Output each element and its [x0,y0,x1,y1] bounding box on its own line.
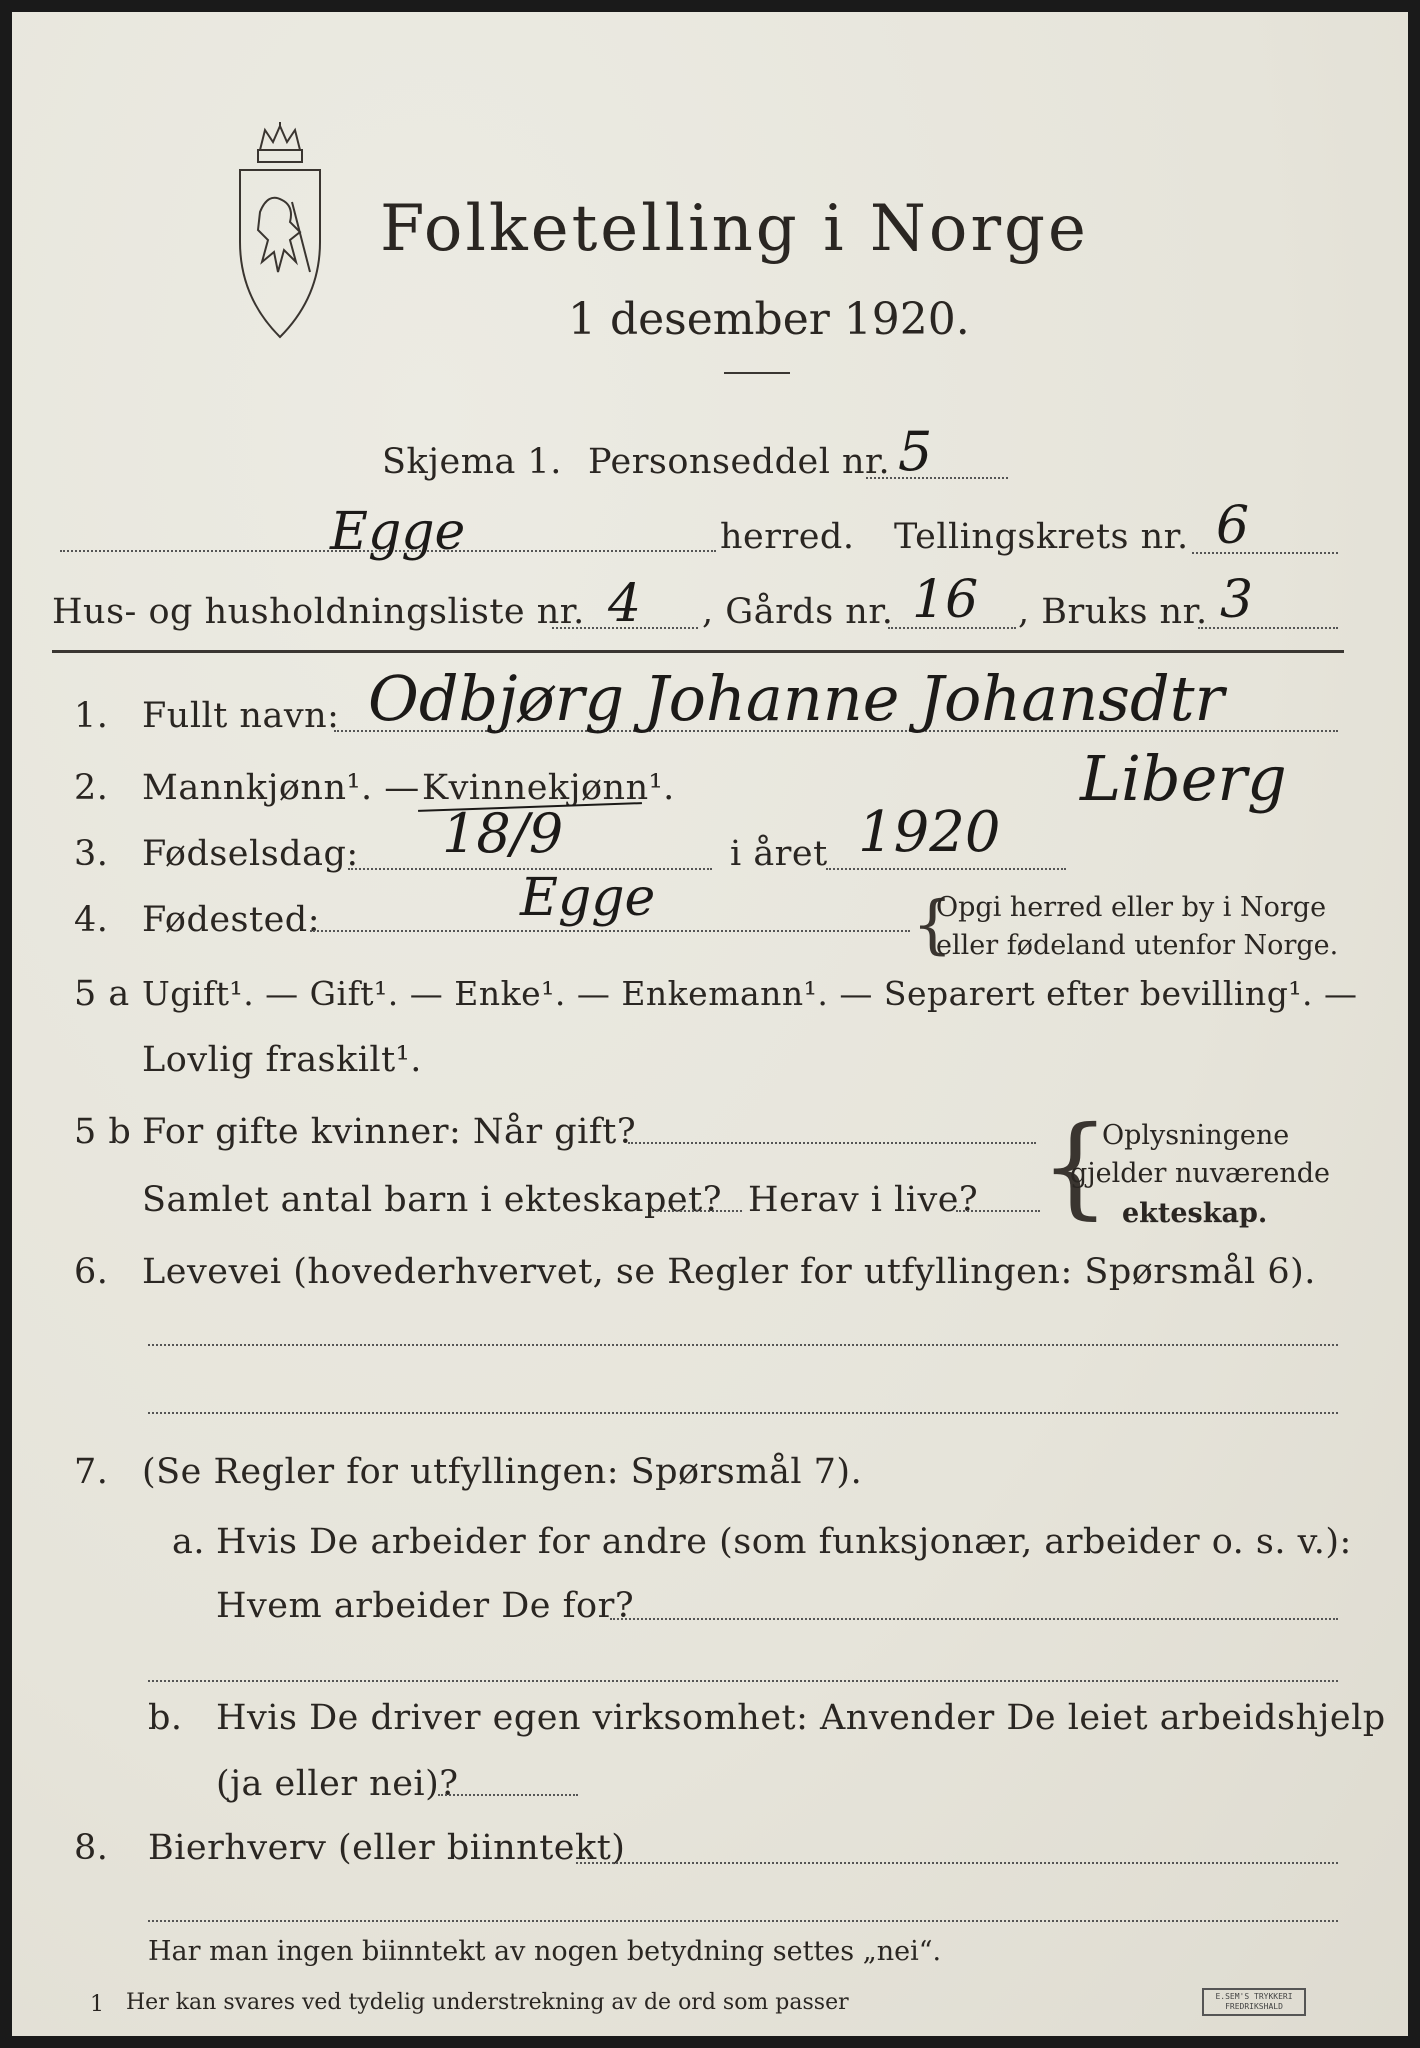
q8-line2[interactable] [148,1920,1338,1922]
q5b-alive-line [956,1210,1040,1212]
q4-note-line2: eller fødeland utenfor Norge. [936,930,1339,961]
q2-label-female[interactable]: Kvinnekjønn¹. [422,768,675,808]
q5b-note1: Oplysningene [1102,1120,1290,1151]
q6-line2[interactable] [148,1412,1338,1414]
q4-line [310,930,910,932]
q2-number: 2. [74,768,109,808]
bruks-value[interactable]: 3 [1220,570,1254,630]
footnote-text: Her kan svares ved tydelig understrekning av de ord som passer [126,1990,849,2015]
q8-label: Bierhverv (eller biinntekt) [148,1828,626,1868]
q4-label: Fødested: [142,900,320,940]
q7b-number: b. [148,1698,183,1738]
personseddel-label: Personseddel nr. [588,442,891,482]
q8-line[interactable] [576,1862,1338,1864]
gards-label: , Gårds nr. [702,592,894,632]
q1-label: Fullt navn: [142,696,340,736]
herred-label: herred. [720,517,855,557]
hus-label: Hus- og husholdningsliste nr. [52,592,585,632]
form-date: 1 desember 1920. [568,294,970,345]
q3-year-line [826,868,1066,870]
q3-number: 3. [74,834,109,874]
q6-number: 6. [74,1252,109,1292]
q5b-children-line [652,1210,742,1212]
birthdate-value[interactable]: 18/9 [442,802,564,865]
full-name-value-line2[interactable]: Liberg [1080,742,1287,815]
q8-note: Har man ingen biinntekt av nogen betydning settes „nei“. [148,1936,942,1967]
q1-number: 1. [74,696,109,736]
herred-value[interactable]: Egge [330,502,466,562]
q7a-number: a. [172,1522,205,1562]
q8-number: 8. [74,1828,109,1868]
hus-value[interactable]: 4 [608,574,642,634]
printer-stamp-line1: E.SEM'S TRYKKERI [1215,1992,1293,2001]
q7a-label: Hvis De arbeider for andre (som funksjonær, arbeider o. s. v.): [216,1522,1352,1562]
q5b-note3: ekteskap. [1122,1198,1268,1229]
footnote-number: 1 [90,1992,104,2017]
bruks-label: , Bruks nr. [1018,592,1208,632]
form-title: Folketelling i Norge [380,192,1089,266]
q5b-label: For gifte kvinner: Når gift? [142,1112,637,1152]
header-divider [52,650,1344,653]
q5b-line [628,1142,1036,1144]
personseddel-value[interactable]: 5 [898,420,933,483]
gards-value[interactable]: 16 [912,570,979,630]
printer-stamp-line2: FREDRIKSHALD [1225,2002,1283,2011]
q5a-label2: Lovlig fraskilt¹. [142,1040,422,1080]
q5a-number: 5 a [74,974,130,1014]
q5b-note2: gjelder nuværende [1070,1158,1330,1189]
q7-number: 7. [74,1452,109,1492]
census-form-page [12,12,1408,2036]
birthplace-value[interactable]: Egge [520,868,656,928]
full-name-value[interactable]: Odbjørg Johanne Johansdtr [368,662,1225,735]
q5b-label3: Herav i live? [748,1180,979,1220]
q7a-label2: Hvem arbeider De for? [216,1586,635,1626]
q3-label: Fødselsdag: [142,834,359,874]
title-divider [724,372,790,374]
birthyear-value[interactable]: 1920 [858,800,1001,865]
personseddel-line [866,477,1008,479]
tellingskrets-value[interactable]: 6 [1216,496,1250,556]
tellingskrets-label: Tellingskrets nr. [894,517,1189,557]
q6-line1[interactable] [148,1344,1338,1346]
bruks-line [1198,627,1338,629]
q6-label: Levevei (hovederhvervet, se Regler for utfyllingen: Spørsmål 6). [142,1252,1316,1292]
printer-stamp [1202,1988,1306,2016]
q5b-label2: Samlet antal barn i ekteskapet? [142,1180,722,1220]
q4-brace: { [912,888,953,962]
q7b-line[interactable] [438,1794,578,1796]
q5b-number: 5 b [74,1112,132,1152]
q2-label-male: Mannkjønn¹. — [142,768,420,808]
q7a-line2[interactable] [148,1680,1338,1682]
coat-of-arms-icon [230,122,330,342]
q7b-label2: (ja eller nei)? [216,1764,459,1804]
q4-number: 4. [74,900,109,940]
q7a-line[interactable] [610,1618,1338,1620]
skjema-label: Skjema 1. [382,442,562,482]
q4-note-line1: Opgi herred eller by i Norge [936,892,1327,923]
q5b-brace: { [1040,1102,1110,1230]
q5a-label: Ugift¹. — Gift¹. — Enke¹. — Enkemann¹. — Separert efter bevilling¹. — [142,974,1358,1013]
q7-label: (Se Regler for utfyllingen: Spørsmål 7). [142,1452,863,1492]
q3-year-label: i året [730,834,828,874]
tellingskrets-line [1192,552,1338,554]
q7b-label: Hvis De driver egen virksomhet: Anvender De leiet arbeidshjelp [216,1698,1386,1738]
